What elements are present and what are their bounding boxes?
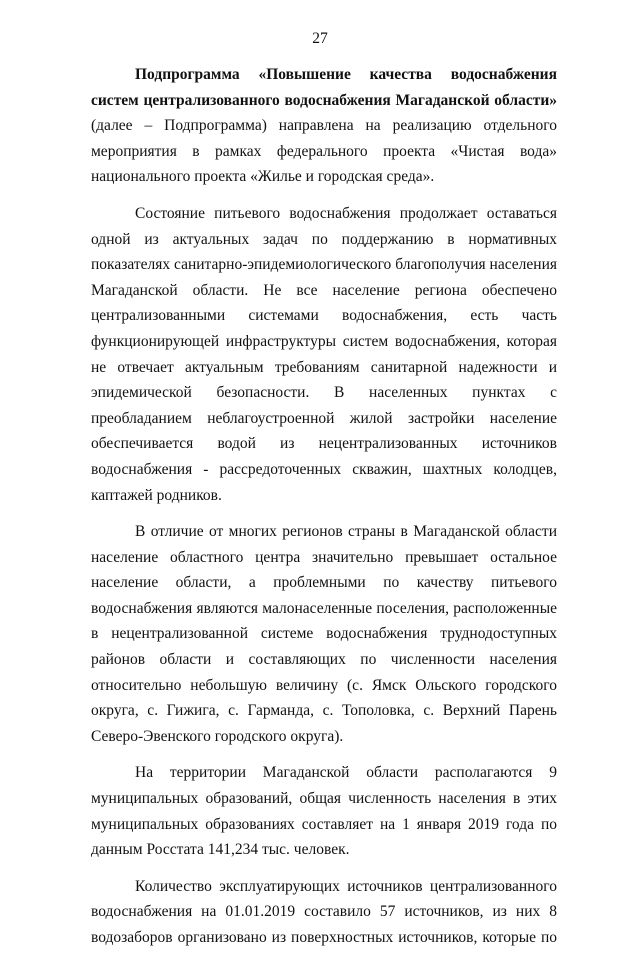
paragraph-subprogram-intro (91, 62, 557, 190)
subprogram-intro-text: (далее – Подпрограмма) направлена на реализацию отдельного мероприятия в рамках федерального проекта «Чистая вода» национального проекта «Жилье и городская среда». (91, 117, 557, 186)
paragraph-regional-population: В отличие от многих регионов страны в Магаданской области население областного центра значительно превышает остальное население области, а проблемными по качеству питьевого водоснабжения являются малонаселенные поселения, расположенные в нецентрализованной системе водоснабжения труднодоступных районов области и составляющих по численности населения относительно небольшую величину (с. Ямск Ольского городского округа, с. Гижига, с. Гарманда, с. Тополовка, с. Верхний Парень Северо-Эвенского городского округа). (91, 523, 557, 745)
paragraph-municipalities: На территории Магаданской области располагаются 9 муниципальных образований, общая численность населения в этих муниципальных образованиях составляет на 1 января 2019 года по данным Росстата 141,234 тыс. человек. (91, 764, 557, 859)
document-body (91, 62, 557, 962)
subprogram-title: Подпрограмма «Повышение качества водоснабжения систем централизованного водоснабжения Магаданской области» (91, 66, 557, 109)
paragraph-water-supply-state: Состояние питьевого водоснабжения продолжает оставаться одной из актуальных задач по поддержанию в нормативных показателях санитарно-эпидемиологического благополучия населения Магаданской области. Не все население региона обеспечено централизованными системами водоснабжения, есть часть функционирующей инфраструктуры систем водоснабжения, которая не отвечает актуальным требованиям санитарной надежности и эпидемической безопасности. В населенных пунктах с преобладанием неблагоустроенной жилой застройки население обеспечивается водой из нецентрализованных источников водоснабжения - рассредоточенных скважин, шахтных колодцев, каптажей родников. (91, 204, 557, 504)
page-number: 27 (312, 30, 328, 47)
paragraph-water-sources: Количество эксплуатирующих источников централизованного водоснабжения на 01.01.2019 составило 57 источников, из них 8 водозаборов организовано из поверхностных источников, которые по (91, 877, 557, 946)
